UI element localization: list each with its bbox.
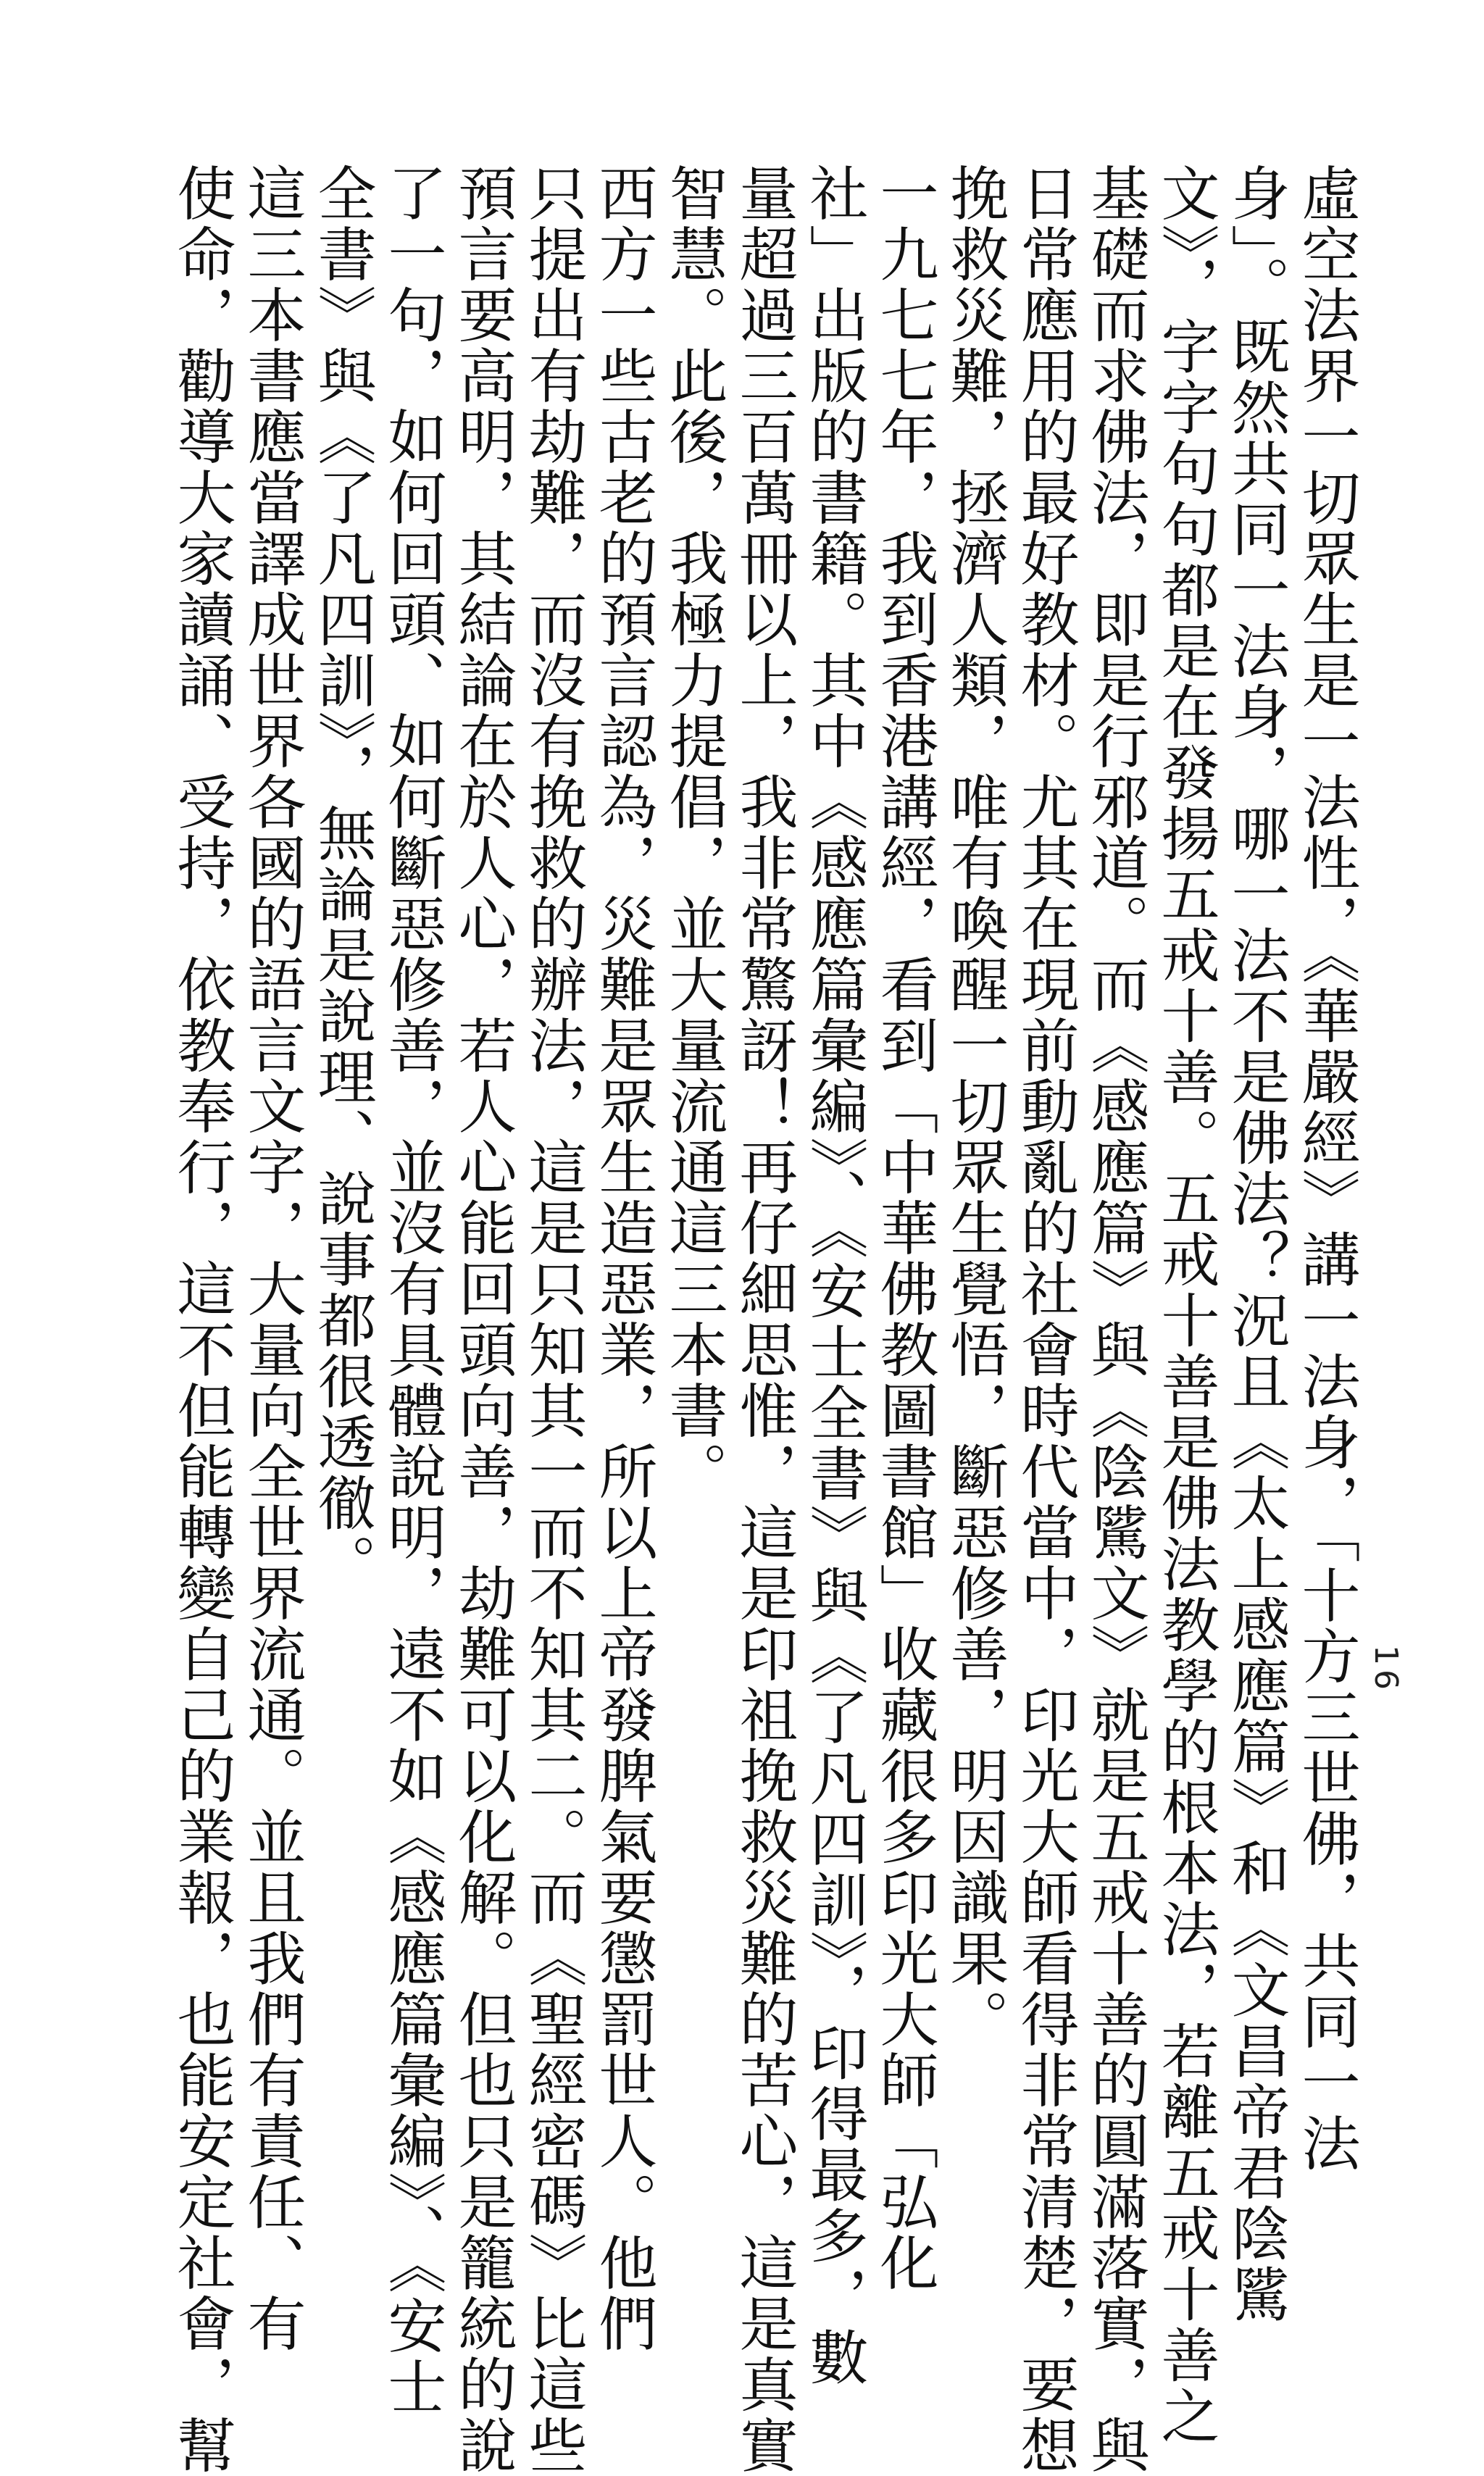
text-column: 全書》與《了凡四訓》，無論是說理、說事都很透徹。 [308, 163, 376, 1595]
text-column: 日常應用的最好教材。尤其在現前動亂的社會時代當中，印光大師看得非常清楚，要想 [1011, 163, 1079, 2476]
text-column: 文》，字字句句都是在發揚五戒十善。五戒十善是佛法教學的根本法，若離五戒十善之 [1151, 163, 1220, 2447]
text-column: 量超過三百萬冊以上，我非常驚訝！再仔細思惟，這是印祖挽救災難的苦心，這是真實 [730, 163, 798, 2476]
text-column: 西方一些古老的預言認為，災難是眾生造惡業，所以上帝發脾氣要懲罰世人。他們 [589, 163, 657, 2354]
text-column: 虛空法界一切眾生是一法性，《華嚴經》講一法身，「十方三世佛，共同一法 [1292, 163, 1360, 2174]
text-column: 使命，勸導大家讀誦、受持，依教奉行，這不但能轉變自己的業報，也能安定社會，幫 [167, 163, 235, 2476]
text-column: 挽救災難，拯濟人類，唯有喚醒一切眾生覺悟，斷惡修善，明因識果。 [941, 163, 1009, 2050]
text-column: 只提出有劫難，而沒有挽救的辦法，這是只知其一而不知其二。而《聖經密碼》比這些 [519, 163, 587, 2476]
text-column: 社」出版的書籍。其中《感應篇彙編》、《安士全書》與《了凡四訓》，印得最多，數 [800, 163, 868, 2388]
text-column: 一九七七年，我到香港講經，看到「中華佛教圖書館」收藏很多印光大師「弘化 [870, 163, 938, 2293]
text-column: 了一句，如何回頭、如何斷惡修善，並沒有具體說明，遠不如《感應篇彙編》、《安士 [378, 163, 446, 2417]
text-column: 預言要高明，其結論在於人心，若人心能回頭向善，劫難可以化解。但也只是籠統的說 [449, 163, 517, 2476]
text-column: 基礎而求佛法，即是行邪道。而《感應篇》與《陰騭文》就是五戒十善的圓滿落實，與 [1081, 163, 1149, 2476]
text-column: 這三本書應當譯成世界各國的語言文字，大量向全世界流通。並且我們有責任、有 [238, 163, 306, 2354]
body-text [166, 163, 1361, 2476]
text-column: 身」。既然共同一法身，哪一法不是佛法？況且《太上感應篇》和《文昌帝君陰騭 [1222, 163, 1290, 2325]
page-number: 16 [1367, 1645, 1404, 1694]
text-column: 智慧。此後，我極力提倡，並大量流通這三本書。 [659, 163, 728, 1502]
